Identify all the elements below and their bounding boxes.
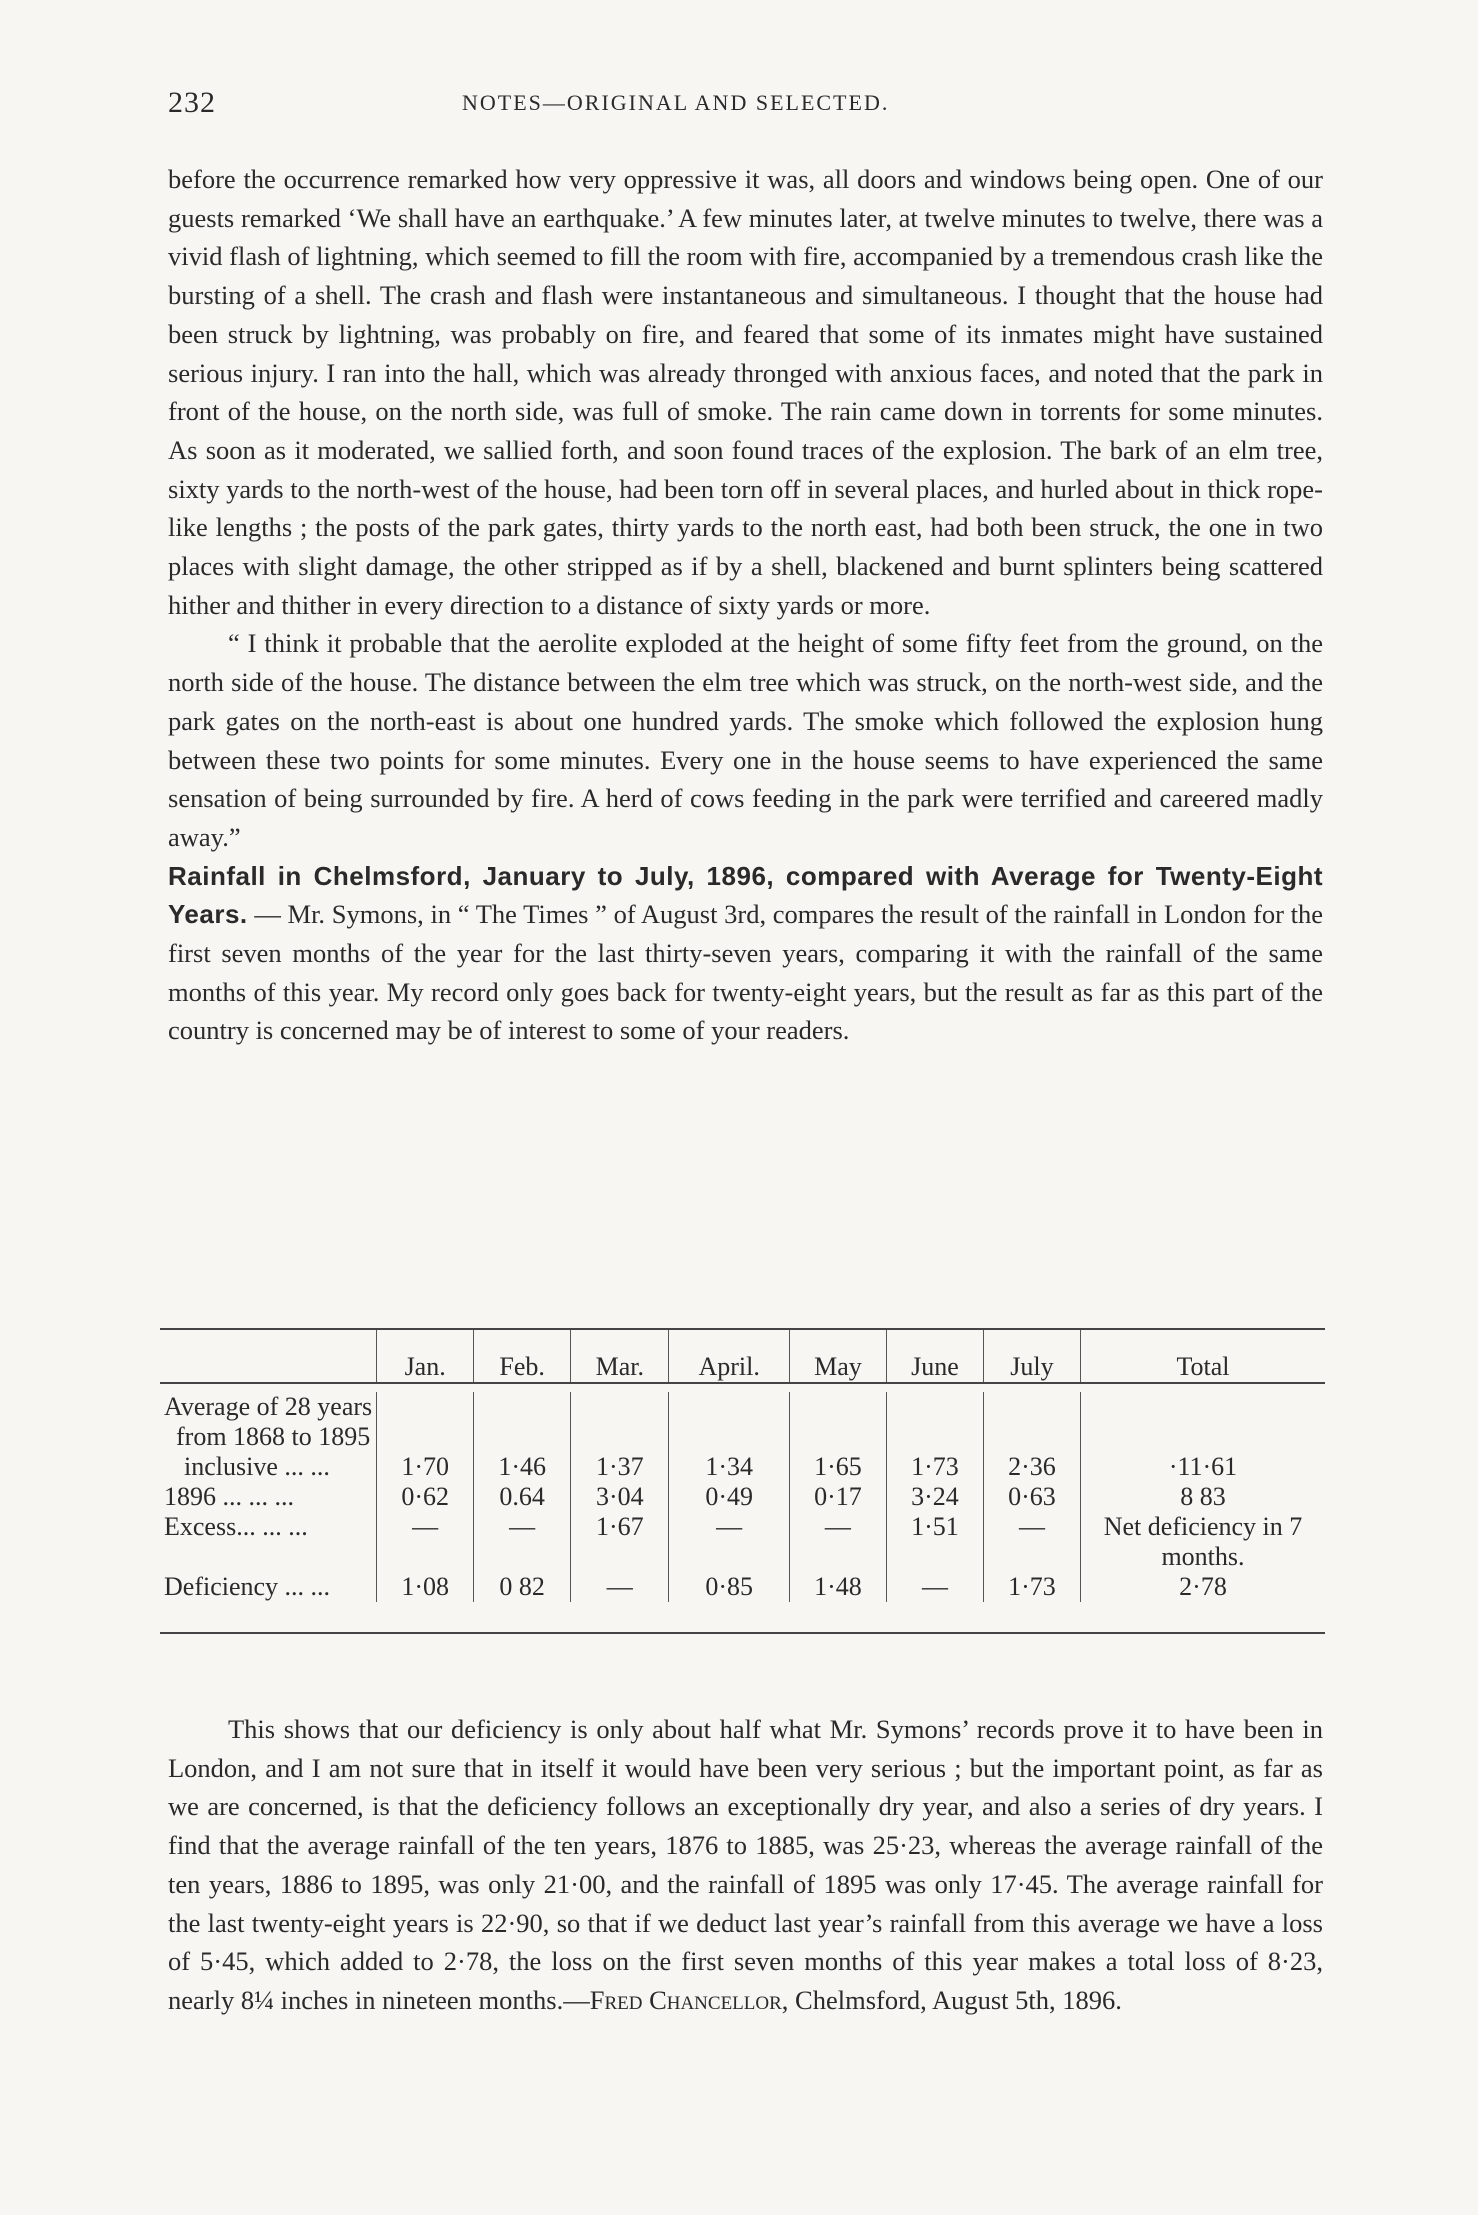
- row-label-line: inclusive ... ...: [184, 1452, 330, 1481]
- table-cell: —: [669, 1512, 790, 1572]
- row-label: Excess... ... ...: [164, 1512, 308, 1541]
- paragraph-4-text: This shows that our deficiency is only about half what Mr. Symons’ records prove it to have been in London, and I am not sure that in itself it would have been very serious ; but the important point, as far as we are concerned, is that the deficiency follows an exceptionally dry year, and also a series of dry years. I find that the average rainfall of the ten years, 1876 to 1885, was 25·23, whereas the average rainfall of the ten years, 1886 to 1895, was only 21·00, and the rainfall of 1895 was only 17·45. The average rainfall for the last twenty-eight years is 22·90, so that if we deduct last year’s rainfall from this average we have a loss of 5·45, which added to 2·78, the loss on the first seven months of this year makes a total loss of 8·23, nearly 8¼ inches in nineteen months.—: [168, 1714, 1323, 2015]
- table-cell: 1·73: [983, 1572, 1080, 1602]
- table-total-cell: 8 83: [1081, 1482, 1326, 1512]
- running-title: NOTES—ORIGINAL AND SELECTED.: [462, 90, 890, 115]
- table-cell: —: [789, 1512, 886, 1572]
- table-header-total: Total: [1081, 1329, 1326, 1383]
- table-row: [160, 1482, 1325, 1512]
- table-cell: 0·63: [983, 1482, 1080, 1512]
- row-label: [160, 1392, 377, 1482]
- page-header: [168, 86, 1318, 126]
- table-cell: 1·70: [377, 1392, 474, 1482]
- table-total-cell: Net deficiency in 7 months.: [1081, 1512, 1326, 1572]
- paragraph-2: “ I think it probable that the aerolite exploded at the height of some fifty feet from the ground, on the north side of the house. The distance between the elm tree which was struck, on the north-west side, and the park gates on the north-east is about one hundred yards. The smoke which followed the explosion hung between these two points for some minutes. Every one in the house seems to have experienced the same sensation of being surrounded by fire. A herd of cows feeding in the park were terrified and careered madly away.”: [168, 628, 1323, 852]
- article-body: [168, 160, 1323, 1050]
- table-header-feb: Feb.: [474, 1329, 571, 1383]
- rainfall-table: [160, 1328, 1325, 1634]
- table-header-row: [160, 1329, 1325, 1383]
- table-cell: 0·17: [789, 1482, 886, 1512]
- paragraph-4: [168, 1710, 1323, 2020]
- table-cell: 1·67: [571, 1512, 669, 1572]
- table-cell: —: [983, 1512, 1080, 1572]
- table-cell: 1·51: [886, 1512, 983, 1572]
- row-label: Deficiency ... ...: [164, 1572, 331, 1601]
- section-heading: Rainfall in Chelmsford, January to July, 1896, compared with Average for Twenty-Eight Years.: [168, 860, 1323, 930]
- table-header-label: [160, 1329, 377, 1383]
- table-cell: —: [886, 1572, 983, 1602]
- table-header-mar: Mar.: [571, 1329, 669, 1383]
- table-cell: 3·04: [571, 1482, 669, 1512]
- table-header-july: July: [983, 1329, 1080, 1383]
- table-header-jan: Jan.: [377, 1329, 474, 1383]
- paragraph-3: [168, 857, 1323, 1051]
- table-cell: 0·85: [669, 1572, 790, 1602]
- table-cell: 2·36: [983, 1392, 1080, 1482]
- sign-off: , Chelmsford, August 5th, 1896.: [781, 1984, 1122, 2015]
- section-intro: — Mr. Symons, in “ The Times ” of August 3rd, compares the result of the rainfall in London for the first seven months of the year for the last thirty-seven years, comparing it with the rainfall of the same months of this year. My record only goes back for twenty-eight years, but the result as far as this part of the country is concerned may be of interest to some of your readers.: [168, 899, 1323, 1046]
- row-label: 1896 ... ... ...: [164, 1482, 294, 1511]
- closing-text: [168, 1710, 1323, 2020]
- table-row: [160, 1392, 1325, 1482]
- table-row: [160, 1572, 1325, 1602]
- table-cell: 1·34: [669, 1392, 790, 1482]
- table-spacer-cell: [160, 1383, 1325, 1392]
- table-cell: —: [474, 1512, 571, 1572]
- table-cell: 1·65: [789, 1392, 886, 1482]
- table-row: [160, 1512, 1325, 1572]
- table-cell: 3·24: [886, 1482, 983, 1512]
- table-spacer: [160, 1602, 1325, 1633]
- table-cell: 0 82: [474, 1572, 571, 1602]
- page-number: 232: [168, 86, 216, 119]
- table-spacer: [160, 1383, 1325, 1392]
- table-cell: 0·49: [669, 1482, 790, 1512]
- row-label-line: from 1868 to 1895: [176, 1422, 371, 1451]
- table-cell: 1·37: [571, 1392, 669, 1482]
- table-total-cell: 2·78: [1081, 1572, 1326, 1602]
- paragraph-1: before the occurrence remarked how very oppressive it was, all doors and windows being open. One of our guests remarked ‘We shall have an earthquake.’ A few minutes later, at twelve minutes to twelve, there was a vivid flash of lightning, which seemed to fill the room with fire, accompanied by a tremendous crash like the bursting of a shell. The crash and flash were instantaneous and simultaneous. I thought that the house had been struck by lightning, was probably on fire, and feared that some of its inmates might have sustained serious injury. I ran into the hall, which was already thronged with anxious faces, and noted that the park in front of the house, on the north side, was full of smoke. The rain came down in torrents for some minutes. As soon as it moderated, we sallied forth, and soon found traces of the explosion. The bark of an elm tree, sixty yards to the north-west of the house, had been torn off in several places, and hurled about in thick rope-like lengths ; the posts of the park gates, thirty yards to the north east, had both been struck, the one in two places with slight damage, the other stripped as if by a shell, blackened and burnt splinters being scattered hither and thither in every direction to a distance of sixty yards or more.: [168, 164, 1323, 620]
- table-cell: —: [571, 1572, 669, 1602]
- table-header-june: June: [886, 1329, 983, 1383]
- table-cell: 1·46: [474, 1392, 571, 1482]
- table-cell: 1·08: [377, 1572, 474, 1602]
- table-total-cell: ·11·61: [1081, 1392, 1326, 1482]
- table-cell: 1·48: [789, 1572, 886, 1602]
- table-cell: 0.64: [474, 1482, 571, 1512]
- author-signature: Fred Chancellor: [589, 1984, 782, 2015]
- table-header-may: May: [789, 1329, 886, 1383]
- table-spacer-cell: [160, 1602, 1325, 1633]
- table-cell: 1·73: [886, 1392, 983, 1482]
- row-label-line: Average of 28 years: [164, 1392, 373, 1421]
- table-cell: 0·62: [377, 1482, 474, 1512]
- table-header-april: April.: [669, 1329, 790, 1383]
- table-cell: —: [377, 1512, 474, 1572]
